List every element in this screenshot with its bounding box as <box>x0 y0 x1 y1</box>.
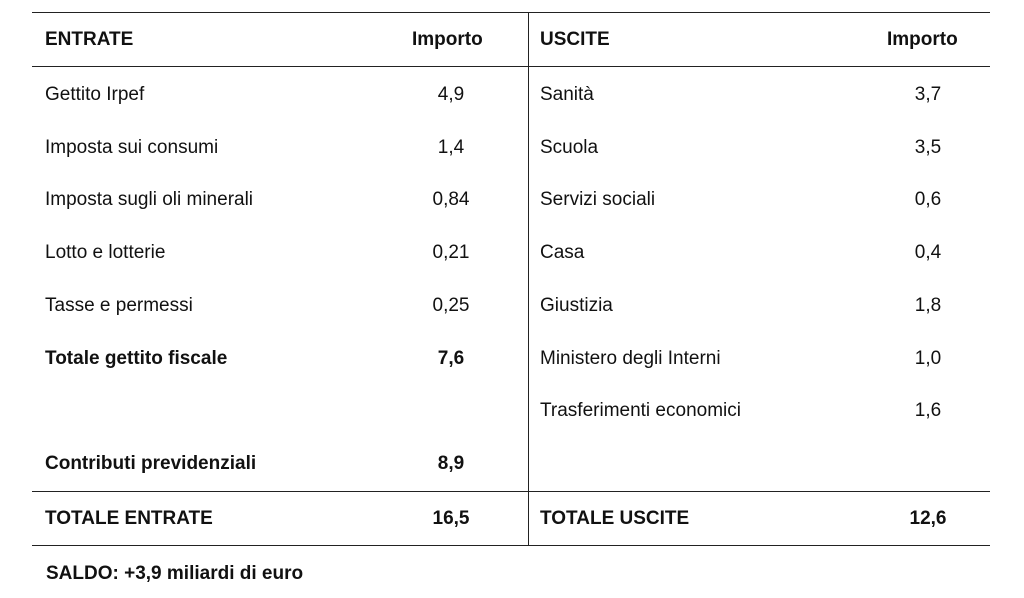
header-divider <box>32 66 990 67</box>
uscite-row-label: Scuola <box>540 137 599 158</box>
uscite-row-value: 0,6 <box>914 189 942 210</box>
total-uscite-value: 12,6 <box>909 508 947 529</box>
table-top-border <box>32 12 990 13</box>
total-entrate-label: TOTALE ENTRATE <box>45 508 213 529</box>
uscite-row-value: 1,8 <box>914 295 942 316</box>
entrate-row-value: 8,9 <box>437 453 465 474</box>
entrate-subtotal-value: 7,6 <box>437 348 465 369</box>
column-divider <box>528 12 529 545</box>
total-entrate-value: 16,5 <box>432 508 470 529</box>
entrate-amount-header: Importo <box>412 29 483 50</box>
entrate-row-label: Contributi previdenziali <box>45 453 257 474</box>
uscite-row-value: 0,4 <box>914 242 942 263</box>
uscite-row-value: 1,6 <box>914 400 942 421</box>
entrate-subtotal-label: Totale gettito fiscale <box>45 348 228 369</box>
entrate-row-value: 0,84 <box>432 189 470 210</box>
entrate-row-value: 0,21 <box>432 242 470 263</box>
saldo-text: SALDO: +3,9 miliardi di euro <box>46 563 304 584</box>
entrate-row-label: Tasse e permessi <box>45 295 193 316</box>
uscite-row-label: Ministero degli Interni <box>540 348 721 369</box>
table-bottom-border <box>32 545 990 546</box>
entrate-row-label: Lotto e lotterie <box>45 242 166 263</box>
uscite-row-label: Giustizia <box>540 295 613 316</box>
uscite-amount-header: Importo <box>887 29 958 50</box>
entrate-row-value: 4,9 <box>437 84 465 105</box>
entrate-row-label: Imposta sui consumi <box>45 137 219 158</box>
uscite-row-label: Servizi sociali <box>540 189 656 210</box>
uscite-row-value: 3,7 <box>914 84 942 105</box>
entrate-row-value: 1,4 <box>437 137 465 158</box>
uscite-row-label: Trasferimenti economici <box>540 400 741 421</box>
entrate-header: ENTRATE <box>45 29 134 50</box>
entrate-row-value: 0,25 <box>432 295 470 316</box>
uscite-row-label: Sanità <box>540 84 594 105</box>
uscite-row-value: 3,5 <box>914 137 942 158</box>
budget-table <box>32 12 990 545</box>
uscite-header: USCITE <box>540 29 610 50</box>
entrate-row-label: Imposta sugli oli minerali <box>45 189 254 210</box>
total-uscite-label: TOTALE USCITE <box>540 508 690 529</box>
uscite-row-value: 1,0 <box>914 348 942 369</box>
uscite-row-label: Casa <box>540 242 585 263</box>
totals-divider <box>32 491 990 492</box>
entrate-row-label: Gettito Irpef <box>45 84 145 105</box>
